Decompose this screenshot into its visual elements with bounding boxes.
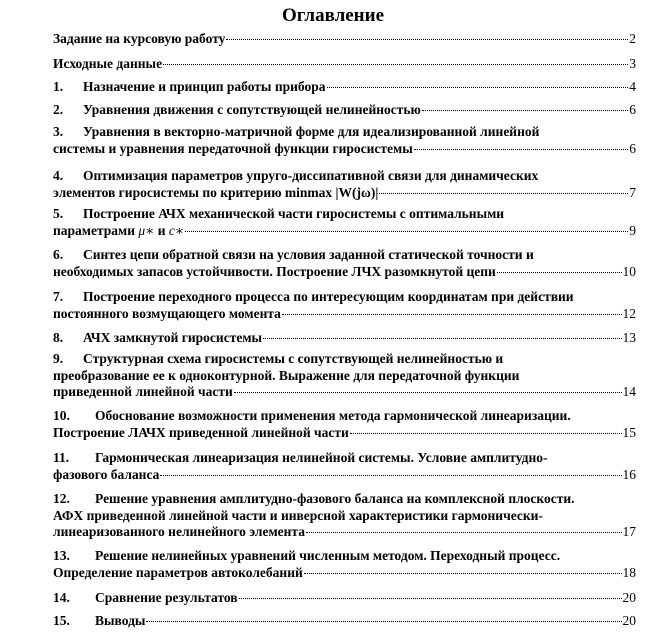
toc-entry[interactable] (53, 31, 636, 48)
toc-entry-title: АЧХ замкнутой гиросистемы (83, 330, 263, 345)
toc-entry-text (53, 330, 262, 347)
toc-entry-line (53, 185, 636, 202)
toc-entry-line (53, 79, 636, 96)
toc-entry-text (53, 168, 538, 183)
dot-leader (263, 338, 621, 339)
dot-leader (226, 39, 628, 40)
toc-entry-line (53, 102, 636, 119)
toc-entry-title: Обоснование возможности применения метода гармонической линеаризации. (95, 408, 571, 423)
toc-entry-text (53, 141, 413, 158)
toc-entry-line (53, 31, 636, 48)
toc-entry-number: 4. (53, 168, 64, 183)
toc-entry-title: фазового баланса (53, 466, 160, 482)
toc-entry[interactable] (53, 247, 636, 280)
toc-entry[interactable] (53, 79, 636, 96)
toc-entry[interactable] (53, 102, 636, 119)
dot-leader (160, 475, 621, 476)
dot-leader (185, 231, 628, 232)
toc-entry[interactable] (53, 124, 636, 157)
dot-leader (327, 87, 629, 88)
dot-leader (163, 64, 628, 65)
toc-entry-title: АФХ приведенной линейной части и инверсной характеристики гармонически- (53, 507, 543, 523)
toc-entry-text (53, 185, 378, 202)
toc-entry[interactable] (53, 450, 636, 483)
toc-entry-text (53, 613, 145, 630)
dot-leader (239, 598, 622, 599)
toc-page-number: 14 (622, 384, 636, 399)
toc-entry-line (53, 330, 636, 347)
toc-entry-title: Выводы (95, 613, 146, 628)
toc-entry-title: Задание на курсовую работу (53, 31, 226, 46)
toc-entry-number: 7. (53, 289, 64, 304)
toc-page-number: 6 (629, 102, 636, 117)
toc-entry-title: Оптимизация параметров упруго-диссипативной связи для динамических (83, 168, 539, 183)
dot-leader (234, 392, 622, 393)
toc-entry-line (53, 264, 636, 281)
dot-leader (304, 573, 622, 574)
toc-entry-number: 14. (53, 590, 70, 605)
toc-entry-title: необходимых запасов устойчивости. Построение ЛЧХ разомкнутой цепи (53, 263, 496, 279)
dot-leader (379, 193, 628, 194)
toc-entry[interactable] (53, 330, 636, 347)
toc-entry-text (53, 306, 281, 323)
toc-entry-title: Построение АЧХ механической части гиросистемы с оптимальными (83, 206, 505, 221)
toc-entry-text (53, 384, 233, 401)
toc-entry-number: 13. (53, 548, 70, 563)
toc-page-number: 2 (629, 31, 636, 46)
toc-page-number: 12 (622, 305, 636, 321)
toc-entry-title: приведенной линейной части (53, 384, 233, 399)
toc-entry[interactable] (53, 56, 636, 73)
toc-entry-line (53, 565, 636, 582)
toc-entry[interactable] (53, 168, 636, 201)
toc-entry-number: 1. (53, 79, 64, 94)
toc-entry-line (53, 425, 636, 442)
toc-entry-line (53, 56, 636, 73)
toc-page-number: 3 (629, 56, 636, 71)
toc-entry-line (53, 124, 636, 141)
toc-entry-line (53, 289, 636, 306)
toc-page-number: 13 (622, 330, 636, 345)
toc-entry-line (53, 467, 636, 484)
toc-entry-text (53, 79, 326, 96)
toc-page-number: 20 (622, 590, 636, 605)
toc-entry-title: Гармоническая линеаризация нелинейной системы. Условие амплитудно- (95, 450, 548, 465)
toc-entry[interactable] (53, 548, 636, 581)
toc-entry-number: 8. (53, 330, 64, 345)
toc-entry-line (53, 408, 636, 425)
toc-entry[interactable] (53, 408, 636, 441)
toc-entry[interactable] (53, 351, 636, 401)
toc-entry-title: Уравнения в векторно-матричной форме для идеализированной линейной (83, 124, 540, 139)
dot-leader (306, 532, 622, 533)
toc-page-number: 7 (629, 184, 636, 200)
toc-page-number: 18 (622, 564, 636, 580)
toc-entry-title: Построение переходного процесса по интересующим координатам при действии (83, 289, 574, 304)
toc-entry-number: 5. (53, 206, 64, 221)
toc-entry-title: Сравнение результатов (95, 590, 238, 605)
toc-entry-title: Определение параметров автоколебаний (53, 564, 303, 580)
dot-leader (350, 433, 622, 434)
toc-entry-text (53, 408, 571, 423)
toc-entry-text (53, 56, 162, 73)
toc-page-number: 10 (622, 263, 636, 279)
toc-page-number: 16 (622, 466, 636, 482)
toc-entry-title: Решение уравнения амплитудно-фазового баланса на комплексной плоскости. (95, 491, 575, 506)
dot-leader (146, 621, 621, 622)
toc-entry-text (53, 31, 225, 48)
toc-entry-number: 9. (53, 351, 64, 366)
toc-entry-text (53, 491, 575, 506)
toc-page-number: 6 (629, 140, 636, 156)
toc-entry-number: 15. (53, 613, 70, 628)
toc-page-number: 4 (629, 79, 636, 94)
toc-entry-title: Уравнения движения с сопутствующей нелинейностью (83, 102, 421, 117)
toc-entry-line (53, 141, 636, 158)
toc-entry-text (53, 450, 548, 465)
toc-entry-line (53, 491, 636, 508)
toc-entry[interactable] (53, 590, 636, 607)
toc-entry-text (53, 247, 534, 262)
toc-entry-line (53, 368, 636, 385)
page-title: Оглавление (281, 5, 385, 26)
toc-entry[interactable] (53, 491, 636, 541)
toc-entry-text (53, 524, 305, 541)
toc-entry-number: 10. (53, 408, 70, 423)
toc-entry-number: 6. (53, 247, 64, 262)
toc-page-number: 9 (629, 222, 636, 238)
toc-entry[interactable] (53, 206, 636, 239)
toc-page-number: 20 (622, 613, 636, 628)
toc-entry-title: параметрами μ∗ и c∗ (53, 222, 185, 238)
toc-entry-text (53, 508, 543, 523)
toc-entry-line (53, 168, 636, 185)
dot-leader (282, 314, 622, 315)
toc-entry-title: элементов гиросистемы по критерию minmax |W(jω)| (53, 184, 379, 200)
toc-entry-line (53, 351, 636, 368)
toc-entry-text (53, 368, 519, 383)
toc-entry-line (53, 306, 636, 323)
toc-entry-title: постоянного возмущающего момента (53, 305, 281, 321)
toc-entry-title: Построение ЛАЧХ приведенной линейной части (53, 424, 349, 440)
toc-entry-title: линеаризованного нелинейного элемента (53, 524, 305, 539)
toc-entry-text (53, 565, 303, 582)
toc-entry-text (53, 223, 184, 240)
toc-entry-text (53, 289, 574, 304)
toc-entry-line (53, 524, 636, 541)
toc-page-number: 17 (622, 524, 636, 539)
toc-entry-line (53, 590, 636, 607)
dot-leader (422, 110, 628, 111)
toc-entry-line (53, 206, 636, 223)
dot-leader (414, 149, 629, 150)
toc-entry-line (53, 450, 636, 467)
toc-entry-title: системы и уравнения передаточной функции гиросистемы (53, 140, 413, 156)
toc-entry-line (53, 508, 636, 525)
toc-entry-line (53, 384, 636, 401)
toc-entry-title: Исходные данные (53, 56, 163, 71)
toc-entry-text (53, 425, 349, 442)
toc-entry-text (53, 548, 560, 563)
toc-entry-number: 3. (53, 124, 64, 139)
toc-entry-line (53, 548, 636, 565)
toc-entry-title: Назначение и принцип работы прибора (83, 79, 326, 94)
toc-entry-line (53, 247, 636, 264)
toc-entry[interactable] (53, 613, 636, 630)
toc-entry-text (53, 124, 539, 139)
toc-entry-text (53, 351, 503, 366)
toc-entry-line (53, 223, 636, 240)
dot-leader (497, 272, 622, 273)
toc-entry-text (53, 264, 496, 281)
toc-entry-text (53, 206, 504, 221)
toc-entry[interactable] (53, 289, 636, 322)
toc-entry-number: 2. (53, 102, 64, 117)
toc-entry-line (53, 613, 636, 630)
toc-page-number: 15 (622, 424, 636, 440)
toc-entry-text (53, 467, 159, 484)
toc-entry-title: Синтез цепи обратной связи на условия заданной статической точности и (83, 247, 534, 262)
toc-entry-title: Решение нелинейных уравнений численным методом. Переходный процесс. (95, 548, 561, 563)
toc-entry-title: преобразование ее к одноконтурной. Выражение для передаточной функции (53, 367, 520, 383)
toc-entry-number: 12. (53, 491, 70, 506)
toc-entry-text (53, 102, 421, 119)
toc-entry-title: Структурная схема гиросистемы с сопутствующей нелинейностью и (83, 351, 504, 366)
toc-entry-number: 11. (53, 450, 70, 465)
toc-entry-text (53, 590, 238, 607)
